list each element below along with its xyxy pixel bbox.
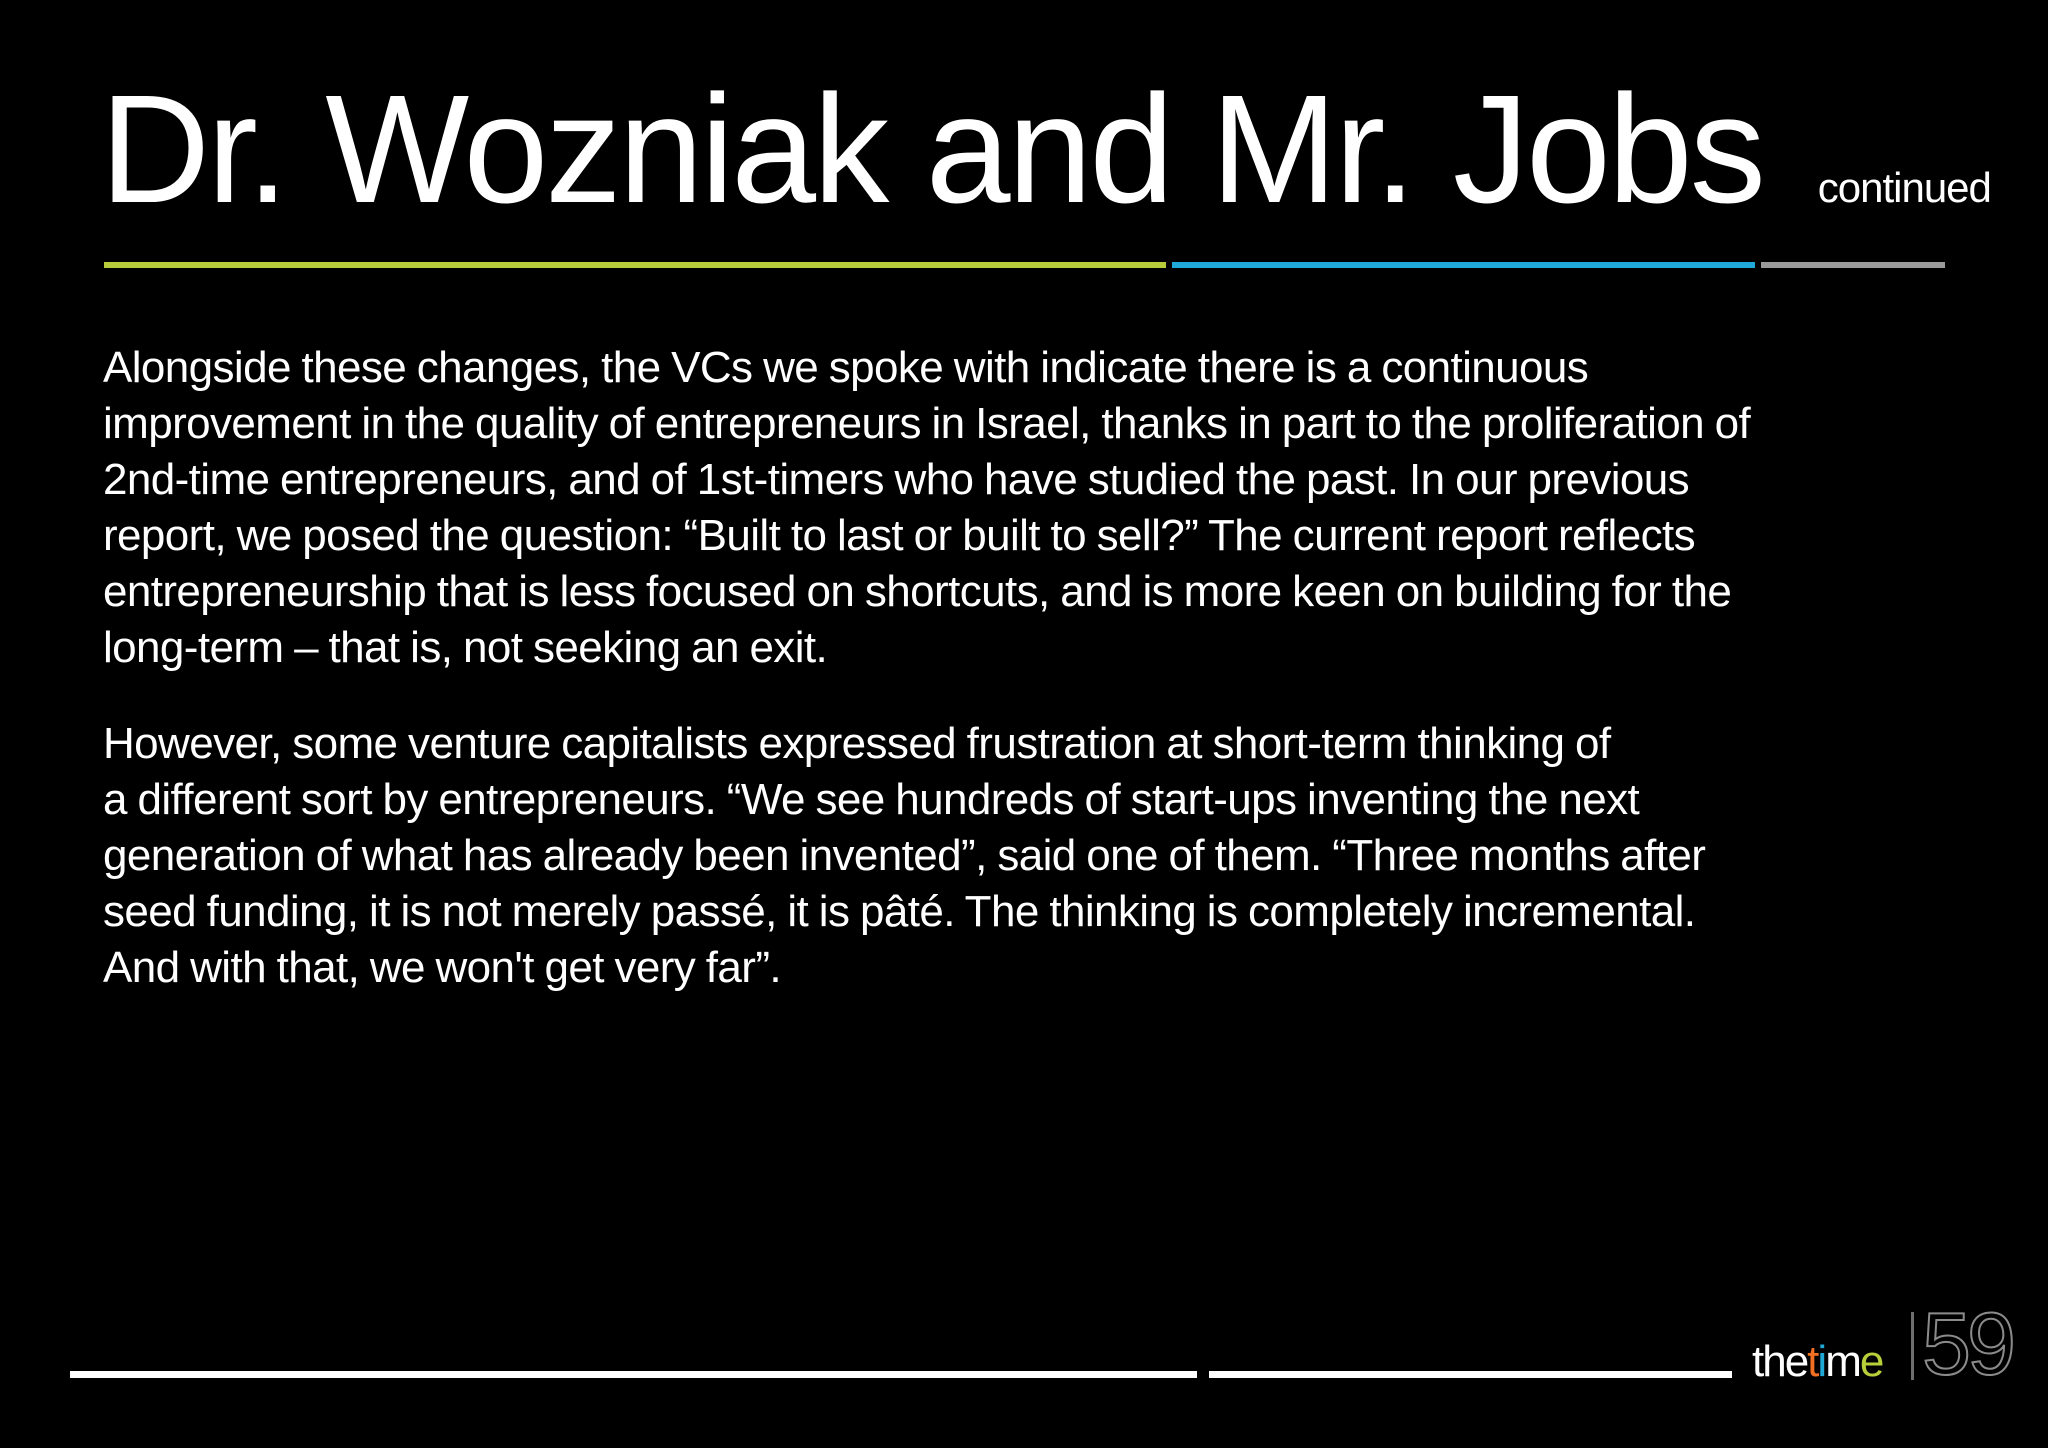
brand-letter-t: t [1807, 1337, 1818, 1386]
footer-rule-left [70, 1371, 1197, 1378]
page-number: 59 [1922, 1294, 2012, 1393]
text-line: However, some venture capitalists expressed frustration at short-term thinking of [103, 719, 1611, 768]
brand-letter-i: i [1817, 1337, 1826, 1386]
footer-rule-right [1209, 1371, 1732, 1378]
title-rule-gray [1761, 262, 1945, 268]
page-subtitle: continued [1817, 164, 1991, 211]
text-line: long-term – that is, not seeking an exit. [103, 623, 828, 672]
brand-the: the [1752, 1337, 1808, 1386]
page-title: Dr. Wozniak and Mr. Jobs [100, 63, 1763, 235]
text-line: generation of what has already been invented”, said one of them. “Three months after [103, 831, 1706, 880]
text-line: entrepreneurship that is less focused on shortcuts, and is more keen on building for the [103, 567, 1732, 616]
title-rule-green [104, 262, 1166, 268]
text-line: a different sort by entrepreneurs. “We see hundreds of start-ups inventing the next [103, 775, 1640, 824]
text-line: Alongside these changes, the VCs we spoke with indicate there is a continuous [103, 343, 1589, 392]
article-body [103, 340, 1943, 1036]
page-number-separator [1911, 1312, 1914, 1380]
brand-letter-m: m [1825, 1337, 1860, 1386]
text-line: improvement in the quality of entrepreneurs in Israel, thanks in part to the proliferation of [103, 399, 1751, 448]
paragraph-1 [103, 340, 1943, 676]
brand-logo [1752, 1337, 1883, 1386]
text-line: 2nd-time entrepreneurs, and of 1st-timers who have studied the past. In our previous [103, 455, 1690, 504]
text-line: And with that, we won't get very far”. [103, 943, 782, 992]
title-rule-blue [1172, 262, 1755, 268]
paragraph-2 [103, 716, 1943, 996]
brand-letter-e: e [1859, 1337, 1883, 1386]
page-header [100, 63, 1991, 235]
text-line: report, we posed the question: “Built to last or built to sell?” The current report reflects [103, 511, 1696, 560]
text-line: seed funding, it is not merely passé, it is pâté. The thinking is completely incremental. [103, 887, 1696, 936]
